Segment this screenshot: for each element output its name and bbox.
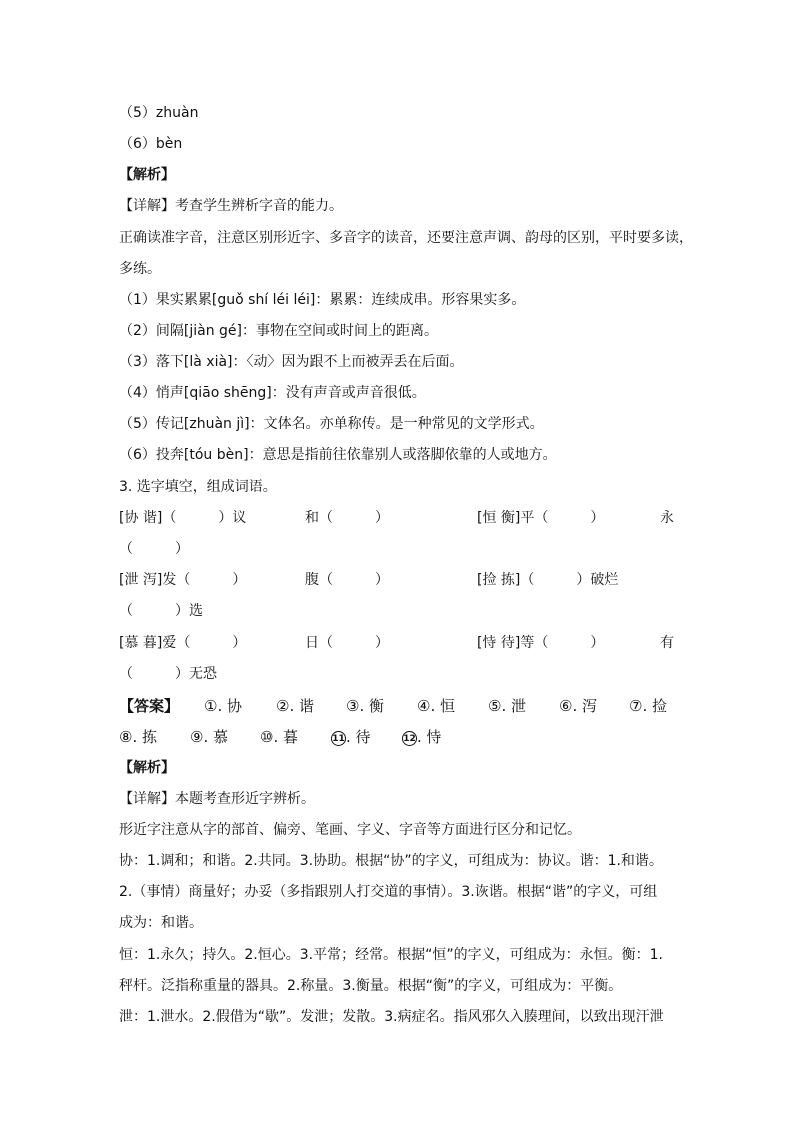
circled-number: 11 <box>331 731 346 746</box>
text-line: （6）bèn <box>119 136 183 152</box>
question-item: [捡 拣]（ ）破烂 <box>477 572 619 588</box>
text-line: 协：1.调和；和谐。2.共同。3.协助。根据“协”的字义，可组成为：协议。谐：1.和谐。 <box>119 853 663 869</box>
question-item: 有 <box>660 635 674 651</box>
section-heading: 【解析】 <box>119 167 175 183</box>
answer-item: ④. 恒 <box>417 697 455 715</box>
text-line: 正确读准字音，注意区别形近字、多音字的读音，还要注意声调、韵母的区别，平时要多读， <box>119 230 693 246</box>
text-line: 泄：1.泄水。2.假借为“歇”。发泄；发散。3.病症名。指风邪久入腠理间，以致出现汗泄 <box>119 1009 664 1025</box>
section-heading: 【解析】 <box>119 760 175 776</box>
text-line: （6）投奔[tóu bèn]：意思是指前往依靠别人或落脚依靠的人或地方。 <box>119 447 557 463</box>
text-line: 2.（事情）商量好；办妥（多指跟别人打交道的事情）。3.诙谐。根据“谐”的字义，可组 <box>119 884 658 900</box>
answer-item: ⑤. 泄 <box>488 697 526 715</box>
text-line: 恒：1.永久；持久。2.恒心。3.平常；经常。根据“恒”的字义，可组成为：永恒。衡：1. <box>119 947 663 963</box>
question-row-cont: （ ）选 <box>119 603 203 619</box>
answer-item <box>331 728 371 746</box>
answer-label: 【答案】 <box>119 697 180 715</box>
text-line: 形近字注意从字的部首、偏旁、笔画、字义、字音等方面进行区分和记忆。 <box>119 822 581 838</box>
text-line: 秤杆。泛指称重量的器具。2.称量。3.衡量。根据“衡”的字义，可组成为：平衡。 <box>119 978 623 994</box>
circled-number: 12 <box>402 731 417 746</box>
answer-item: ⑥. 泻 <box>559 697 597 715</box>
text-line: （2）间隔[jiàn gé]：事物在空间或时间上的距离。 <box>119 323 439 339</box>
text-line: 【详解】考查学生辨析字音的能力。 <box>119 198 343 214</box>
text-line: （5）传记[zhuàn jì]：文体名。亦单称传。是一种常见的文学形式。 <box>119 416 544 432</box>
text-line: （5）zhuàn <box>119 105 199 121</box>
question-item: 和（ ） <box>305 510 389 526</box>
question-item: [慕 暮]爱（ ） <box>119 635 247 651</box>
question-item: [泄 泻]发（ ） <box>119 572 247 588</box>
question-item: [协 谐]（ ）议 <box>119 510 247 526</box>
text-line: 成为：和谐。 <box>119 915 203 931</box>
question-row-cont: （ ） <box>119 541 189 557</box>
question-item: [恃 待]等（ ） <box>477 635 605 651</box>
text-line: 【详解】本题考查形近字辨析。 <box>119 791 315 807</box>
question-item: 腹（ ） <box>305 572 389 588</box>
text-line: 多练。 <box>119 261 161 277</box>
text-line: （3）落下[là xià]：〈动〉因为跟不上而被弄丢在后面。 <box>119 354 464 370</box>
answer-item: ⑨. 慕 <box>190 728 228 746</box>
answer-item: ②. 谐 <box>276 697 314 715</box>
answer-item: ⑦. 捡 <box>629 697 667 715</box>
question-row-cont: （ ）无恐 <box>119 666 217 682</box>
answer-item: ③. 衡 <box>346 697 384 715</box>
answer-item: ⑧. 拣 <box>119 728 157 746</box>
answer-value: . 待 <box>346 728 371 746</box>
question-item: 永 <box>660 510 674 526</box>
question-item: 日（ ） <box>305 635 389 651</box>
answer-item: ①. 协 <box>204 697 242 715</box>
answer-value: . 恃 <box>417 728 442 746</box>
answer-item: ⑩. 暮 <box>260 728 298 746</box>
answer-item <box>402 728 442 746</box>
text-line: （1）果实累累[guǒ shí léi léi]：累累：连续成串。形容果实多。 <box>119 292 526 308</box>
question-item: [恒 衡]平（ ） <box>477 510 605 526</box>
question-title: 3. 选字填空，组成词语。 <box>119 479 277 495</box>
text-line: （4）悄声[qiāo shēng]：没有声音或声音很低。 <box>119 385 426 401</box>
